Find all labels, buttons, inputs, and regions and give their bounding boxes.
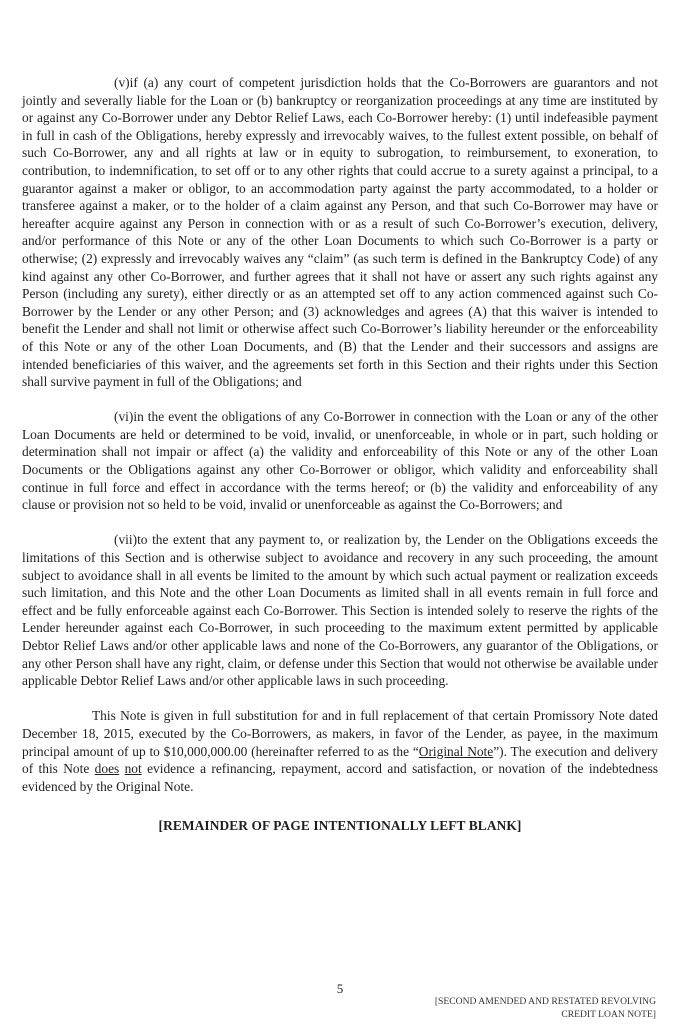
paragraph-spacer [22,690,658,708]
blank-page-notice: [REMAINDER OF PAGE INTENTIONALLY LEFT BLANK] [158,818,522,834]
paragraph-text: to the extent that any payment to, or realization by, the Lender on the Obligations exceeds the limitations of this Section and is otherwise subject to avoidance and recovery in any such proceeding, the amount subject to avoidance shall in all events be limited to the amount by which such actual payment or realization exceeds such limitation, and this Note and the other Loan Documents as limited shall in all events remain in full force and effect and be fully enforceable against each Co-Borrower. This Section is intended solely to reserve the rights of the Lender hereunder against each Co-Borrower, in such proceeding to the maximum extent permitted by applicable Debtor Relief Laws and/or other applicable laws and none of the Co-Borrowers, any guarantor of the Obligations, or any other Person shall have any right, claim, or defense under this Section that would not otherwise be available under applicable Debtor Relief Laws and/or other applicable laws in such proceeding. [22,532,658,689]
document-page [22,74,658,835]
paragraph-text: in the event the obligations of any Co-Borrower in connection with the Loan or any of the other Loan Documents are held or determined to be void, invalid, or unenforceable, in whole or in part, such holding or determination shall not impair or affect (a) the validity and enforceability of this Note or any of the other Loan Documents or the Obligations against any other Co-Borrower or obligor, which validity and enforceability shall continue in full force and effect in accordance with the terms hereof; or (b) the validity and enforceability of any clause or provision not so held to be void, invalid or unenforceable as against the Co-Borrowers; and [22,409,658,513]
emphasis-not: not [124,761,142,777]
paragraph-number: (vi) [114,409,134,425]
paragraph-v [22,74,658,391]
restatement-text: evidence a refinancing, repayment, accord and satisfaction, or novation of the indebtedness evidenced by the Original Note. [22,761,659,794]
paragraph-number: (v) [114,75,130,90]
paragraph-number: (vii) [114,532,138,548]
paragraph-spacer [22,514,658,532]
footer-label-line: CREDIT LOAN NOTE] [561,1008,656,1020]
restatement-text: This Note is given in full substitution for and in full replacement of that certain Promissory Note dated December 18, 2015, executed by the Co-Borrowers, as makers, in favor of the Lender, as payee, in the maximum principal amount of up to $10,000,000.00 (hereinafter referred to as the “ [22,708,658,759]
paragraph-text: if (a) any court of competent jurisdiction holds that the Co-Borrowers are guarantors and not jointly and severally liable for the Loan or (b) bankruptcy or reorganization proceedings at any time are instituted by or against any Co-Borrower under any Debtor Relief Laws, each Co-Borrower hereby: (1) until indefeasible payment in full in cash of the Obligations, hereby expressly and irrevocably waives, to the fullest extent possible, on behalf of such Co-Borrower, any and all rights at law or in equity to subrogation, to reimbursement, to exoneration, to contribution, to indemnification, to set off or to any other rights that could accrue to a surety against a principal, to a guarantor against a maker or obligor, to an accommodation party against the party accommodated, to a holder or transferee against a maker, or to the holder of a claim against any Person, and that such Co-Borrower may have or hereafter acquire against any Person in connection with or as a result of such Co-Borrower’s execution, delivery, and/or performance of this Note or any of the other Loan Documents to which such Co-Borrower is a party or otherwise; (2) expressly and irrevocably waives any “claim” (as such term is defined in the Bankruptcy Code) of any kind against any other Co-Borrower, and further agrees that it shall not have or assert any such rights against any Person (including any surety), either directly or as an attempted set off to any action commenced against such Co-Borrower by the Lender or any other Person; and (3) acknowledges and agrees (A) that this waiver is intended to benefit the Lender and shall not limit or otherwise affect such Co-Borrower’s liability hereunder or the enforceability of this Note or any of the other Loan Documents, and (B) that the Lender and their successors and assigns are intended beneficiaries of this waiver, and the agreements set forth in this Section and their rights under this Section shall survive payment in full of the Obligations; and [22,75,658,390]
footer-label-line: [SECOND AMENDED AND RESTATED REVOLVING [434,996,656,1007]
paragraph-spacer [22,391,658,409]
paragraph-restatement [22,707,658,795]
restatement-text: ”). The execution and delivery of this Note [22,743,658,777]
emphasis-does: does [94,761,120,777]
defined-term-original-note: Original Note [418,743,494,759]
document-footer-label [435,996,656,1021]
paragraph-vii [22,531,658,689]
paragraph-vi [22,408,658,514]
page-number: 5 [336,981,344,996]
